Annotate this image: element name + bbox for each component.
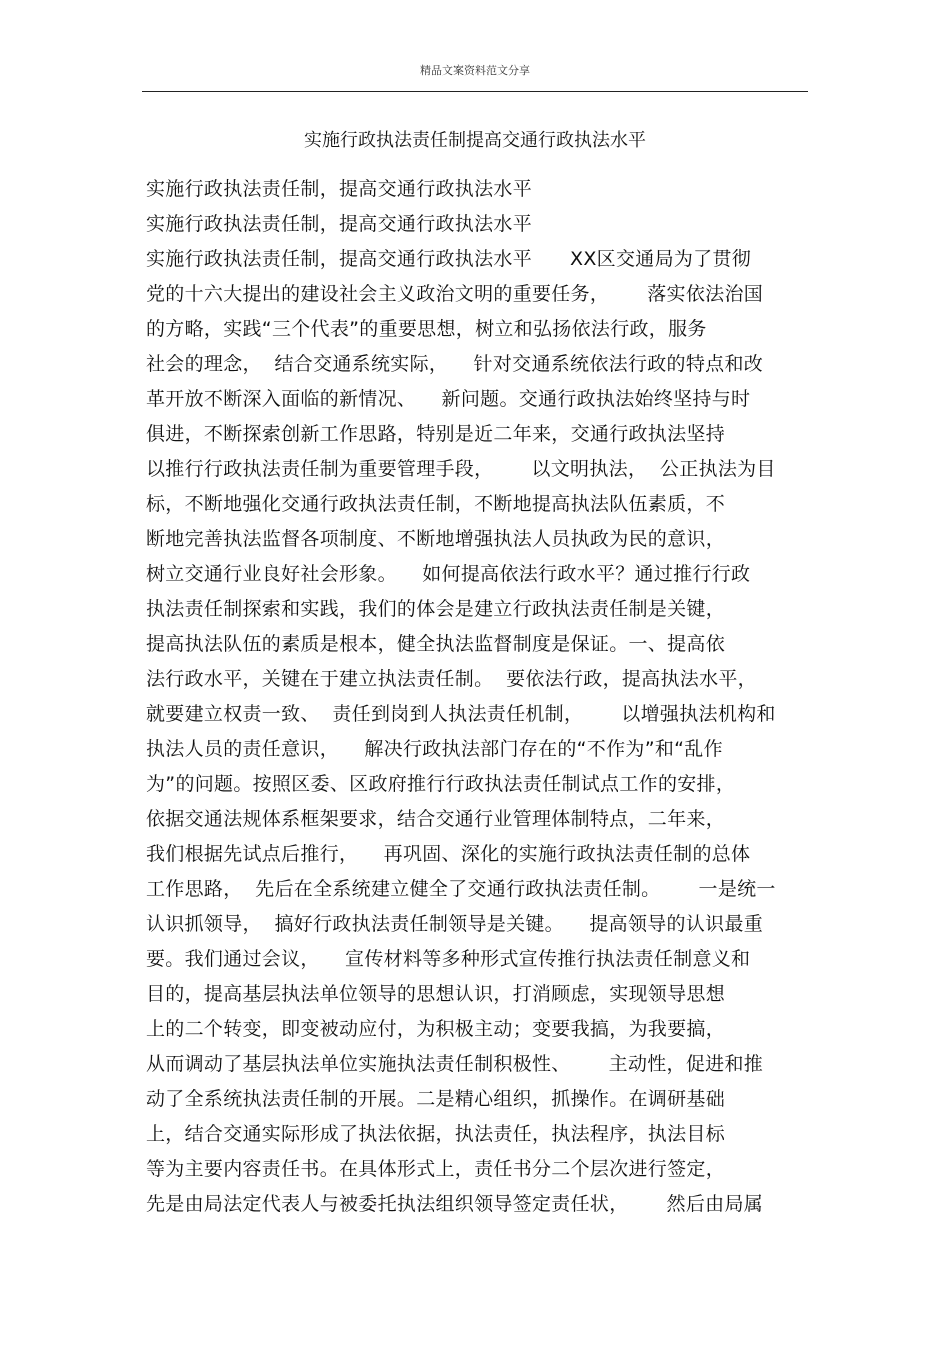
body-line: 认识抓领导， 搞好行政执法责任制领导是关键。 提高领导的认识最重: [146, 913, 764, 935]
body-line: 俱进，不断探索创新工作思路，特别是近二年来，交通行政执法坚持: [146, 423, 726, 445]
body-line: 实施行政执法责任制，提高交通行政执法水平: [146, 178, 533, 200]
body-line: 执法责任制探索和实践，我们的体会是建立行政执法责任制是关键，: [146, 598, 726, 620]
header-divider: [142, 91, 808, 92]
document-title: 实施行政执法责任制提高交通行政执法水平: [304, 130, 646, 151]
body-line: 就要建立权责一致、 责任到岗到人执法责任机制， 以增强执法机构和: [146, 703, 776, 725]
body-line: 提高执法队伍的素质是根本，健全执法监督制度是保证。一、提高依: [146, 633, 726, 655]
body-line: 社会的理念， 结合交通系统实际， 针对交通系统依法行政的特点和改: [146, 353, 764, 375]
body-line: 目的，提高基层执法单位领导的思想认识，打消顾虑，实现领导思想: [146, 983, 726, 1005]
body-line: 上，结合交通实际形成了执法依据，执法责任，执法程序，执法目标: [146, 1123, 726, 1145]
body-line: 法行政水平，关键在于建立执法责任制。 要依法行政，提高执法水平，: [146, 668, 757, 690]
body-line: 革开放不断深入面临的新情况、 新问题。交通行政执法始终坚持与时: [146, 388, 751, 410]
body-line: 动了全系统执法责任制的开展。二是精心组织，抓操作。在调研基础: [146, 1088, 726, 1110]
document-body: [146, 172, 836, 1222]
body-line: 的方略，实践“三个代表”的重要思想，树立和弘扬依法行政，服务: [146, 318, 707, 340]
body-line: 等为主要内容责任书。在具体形式上，责任书分二个层次进行签定，: [146, 1158, 726, 1180]
body-line: 实施行政执法责任制，提高交通行政执法水平: [146, 213, 533, 235]
body-line: 为”的问题。按照区委、区政府推行行政执法责任制试点工作的安排，: [146, 773, 736, 795]
body-line: 以推行行政执法责任制为重要管理手段， 以文明执法， 公正执法为目: [146, 458, 776, 480]
body-line: 我们根据先试点后推行， 再巩固、深化的实施行政执法责任制的总体: [146, 843, 751, 865]
body-line: 树立交通行业良好社会形象。 如何提高依法行政水平？通过推行行政: [146, 563, 751, 585]
body-line: 从而调动了基层执法单位实施执法责任制积极性、 主动性，促进和推: [146, 1053, 764, 1075]
page-header: 精品文案资料范文分享: [420, 64, 530, 77]
body-line: 先是由局法定代表人与被委托执法组织领导签定责任状， 然后由局属: [146, 1193, 764, 1215]
body-line: 断地完善执法监督各项制度、不断地增强执法人员执政为民的意识，: [146, 528, 726, 550]
body-line: 工作思路， 先后在全系统建立健全了交通行政执法责任制。 一是统一: [146, 878, 776, 900]
body-line: 党的十六大提出的建设社会主义政治文明的重要任务， 落实依法治国: [146, 283, 764, 305]
body-line: 要。我们通过会议， 宣传材料等多种形式宣传推行执法责任制意义和: [146, 948, 751, 970]
body-line: 依据交通法规体系框架要求，结合交通行业管理体制特点，二年来，: [146, 808, 726, 830]
body-line: 上的二个转变，即变被动应付，为积极主动；变要我搞，为我要搞，: [146, 1018, 726, 1040]
body-line: 执法人员的责任意识， 解决行政执法部门存在的“不作为”和“乱作: [146, 738, 723, 760]
body-line: 实施行政执法责任制，提高交通行政执法水平 XX区交通局为了贯彻: [146, 248, 752, 270]
body-line: 标，不断地强化交通行政执法责任制，不断地提高执法队伍素质，不: [146, 493, 726, 515]
